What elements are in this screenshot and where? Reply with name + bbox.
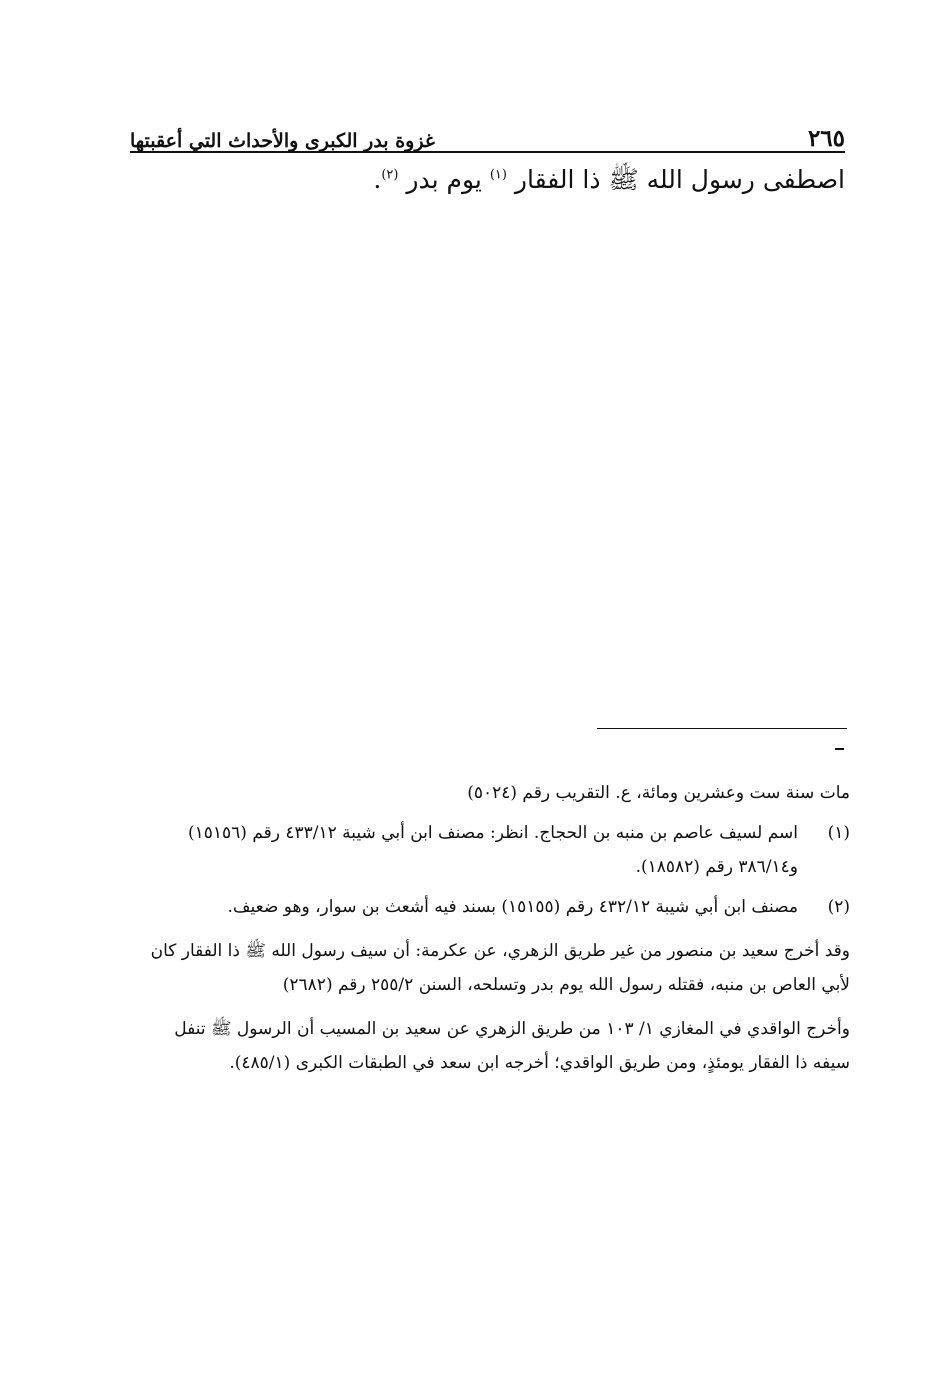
- footnote-separator: [597, 728, 847, 729]
- header-rule: [130, 151, 845, 153]
- footnote-2-text: مصنف ابن أبي شيبة ٤٣٢/١٢ رقم (١٥١٥٥) بسند فيه أشعث بن سوار، وهو ضعيف.: [227, 897, 798, 917]
- main-text: [130, 158, 845, 202]
- running-title: غزوة بدر الكبرى والأحداث التي أعقبتها: [130, 130, 435, 152]
- footnote-marker-1: (١): [489, 167, 507, 183]
- footnote-marker-2: (٢): [381, 167, 399, 183]
- margin-mark: [835, 748, 844, 750]
- footnotes: [140, 776, 850, 1080]
- main-text-part2: يوم بدر: [406, 165, 482, 194]
- footnote-1-number: (١): [827, 823, 850, 843]
- main-text-end: .: [373, 165, 382, 194]
- footnote-1-text: اسم لسيف عاصم بن منبه بن الحجاج. انظر: مصنف ابن أبي شيبة ٤٣٣/١٢ رقم (١٥١٥٦) و٣٨٦/١٤ رقم (١٨٥٨٢).: [187, 823, 798, 877]
- footnote-2-number: (٢): [827, 897, 850, 917]
- page-number: ٢٦٥: [807, 125, 845, 152]
- footnote-paragraph-2: وأخرج الواقدي في المغازي ١/ ١٠٣ من طريق الزهري عن سعيد بن المسيب أن الرسول ﷺ تنفل سيفه ذا الفقار يومئذٍ، ومن طريق الواقدي؛ أخرجه ابن سعد في الطبقات الكبرى (٤٨٥/١).: [174, 1019, 850, 1073]
- footnote-2: [140, 890, 850, 924]
- page-header: [130, 118, 845, 152]
- footnote-1: [140, 816, 850, 884]
- footnote-paragraph-1: وقد أخرج سعيد بن منصور من غير طريق الزهري، عن عكرمة: أن سيف رسول الله ﷺ ذا الفقار كان لأبي العاص بن منبه، فقتله رسول الله يوم بدر وتسلحه، السنن ٢٥٥/٢ رقم (٢٦٨٢): [150, 941, 850, 995]
- main-text-part1: اصطفى رسول الله ﷺ ذا الفقار: [514, 165, 845, 194]
- footnote-continuation: مات سنة ست وعشرين ومائة، ع. التقريب رقم (٥٠٢٤): [467, 783, 850, 803]
